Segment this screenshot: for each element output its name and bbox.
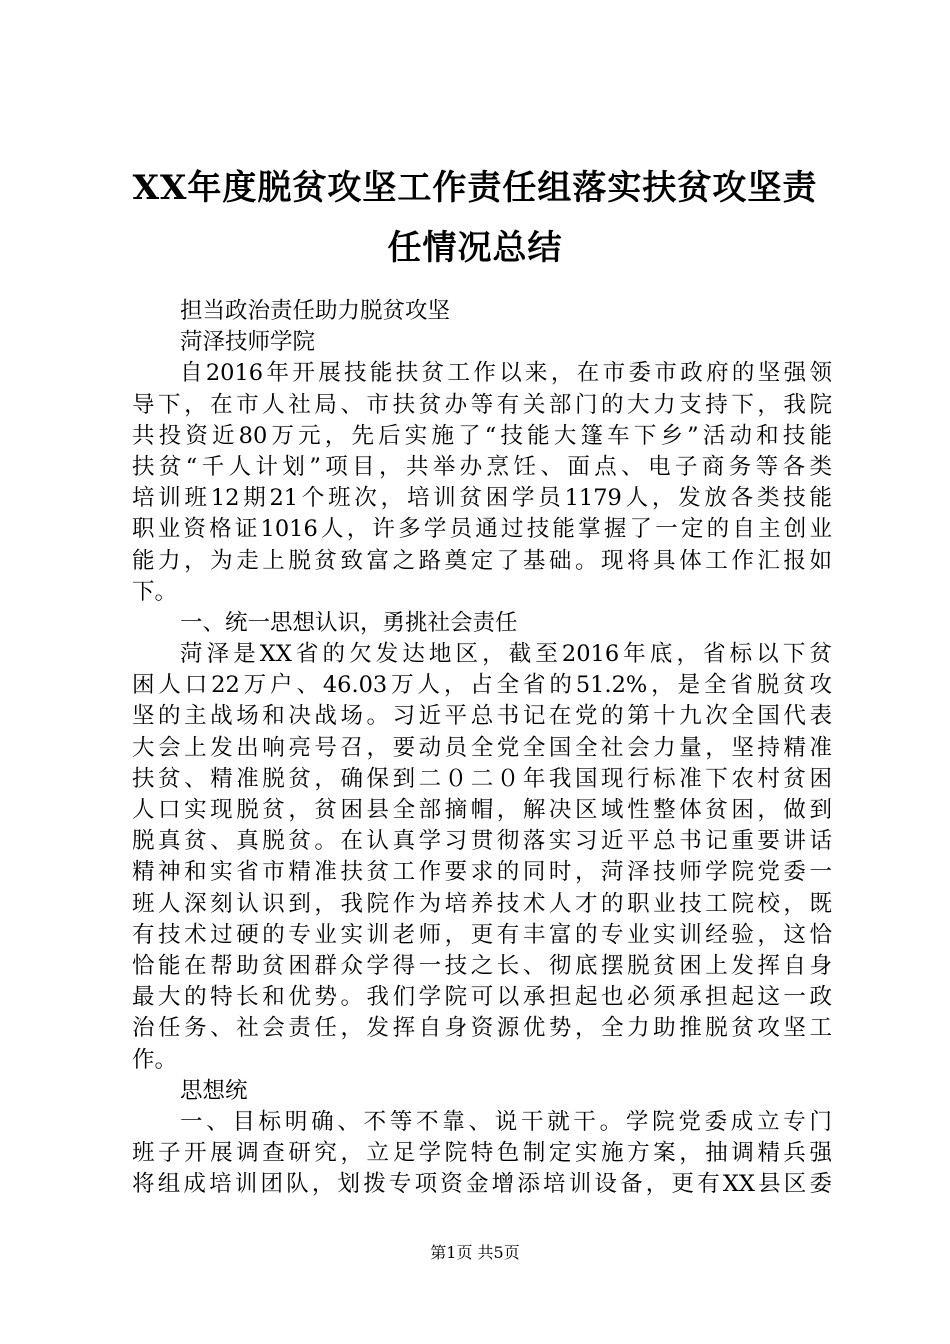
paragraph-line: 有技术过硬的专业实训老师，更有丰富的专业实训经验，这恰 (132, 921, 832, 948)
paragraph-line: 下。 (132, 578, 178, 605)
paragraph-line: 菏泽是XX省的欠发达地区，截至2016年底，省标以下贫 (180, 641, 832, 668)
paragraph-line: 脱真贫、真脱贫。在认真学习贯彻落实习近平总书记重要讲话 (132, 828, 832, 855)
paragraph-line: 扶贫、精准脱贫，确保到二０二０年我国现行标准下农村贫困 (132, 765, 832, 792)
paragraph-line: 职业资格证1016人，许多学员通过技能掌握了一定的自主创业 (132, 516, 832, 543)
paragraph-line: 共投资近80万元，先后实施了“技能大篷车下乡”活动和技能 (132, 422, 832, 449)
author-line: 菏泽技师学院 (180, 329, 316, 356)
paragraph-line: 将组成培训团队，划拨专项资金增添培训设备，更有XX县区委 (132, 1171, 832, 1198)
paragraph-line: 扶贫“千人计划”项目，共举办烹饪、面点、电子商务等各类 (132, 453, 832, 480)
subtitle-line: 担当政治责任助力脱贫攻坚 (180, 298, 451, 324)
document-body (132, 296, 832, 1200)
paragraph-line: 班子开展调查研究，立足学院特色制定实施方案，抽调精兵强 (132, 1140, 832, 1167)
paragraph-line: 精神和实省市精准扶贫工作要求的同时，菏泽技师学院党委一 (132, 859, 832, 886)
paragraph-line: 大会上发出响亮号召，要动员全党全国全社会力量，坚持精准 (132, 734, 832, 761)
paragraph-line: 治任务、社会责任，发挥自身资源优势，全力助推脱贫攻坚工 (132, 1015, 832, 1042)
paragraph-line: 培训班12期21个班次，培训贫困学员1179人，发放各类技能 (132, 485, 832, 512)
paragraph-line: 班人深刻认识到，我院作为培养技术人才的职业技工院校，既 (132, 890, 832, 917)
paragraph-line: 一、目标明确、不等不靠、说干就干。学院党委成立专门 (180, 1108, 832, 1135)
paragraph-line: 困人口22万户、46.03万人，占全省的51.2%，是全省脱贫攻 (132, 672, 832, 699)
document-title-line-2: 任情况总结 (387, 228, 563, 268)
section-heading: 思想统 (180, 1077, 248, 1104)
paragraph-line: 导下，在市人社局、市扶贫办等有关部门的大力支持下，我院 (132, 391, 832, 418)
section-heading: 一、统一思想认识，勇挑社会责任 (180, 609, 518, 636)
paragraph-line: 能力，为走上脱贫致富之路奠定了基础。现将具体工作汇报如 (132, 547, 832, 574)
document-title-line-1: XX年度脱贫攻坚工作责任组落实扶贫攻坚责 (132, 168, 818, 208)
page-footer: 第1页 共5页 (430, 1243, 520, 1262)
paragraph-line: 作。 (132, 1046, 178, 1073)
paragraph-line: 自2016年开展技能扶贫工作以来，在市委市政府的坚强领 (180, 360, 832, 387)
paragraph-line: 人口实现脱贫，贫困县全部摘帽，解决区域性整体贫困，做到 (132, 797, 832, 823)
paragraph-line: 最大的特长和优势。我们学院可以承担起也必须承担起这一政 (132, 984, 832, 1011)
paragraph-line: 坚的主战场和决战场。习近平总书记在党的第十九次全国代表 (132, 703, 832, 730)
paragraph-line: 恰能在帮助贫困群众学得一技之长、彻底摆脱贫困上发挥自身 (132, 952, 832, 979)
